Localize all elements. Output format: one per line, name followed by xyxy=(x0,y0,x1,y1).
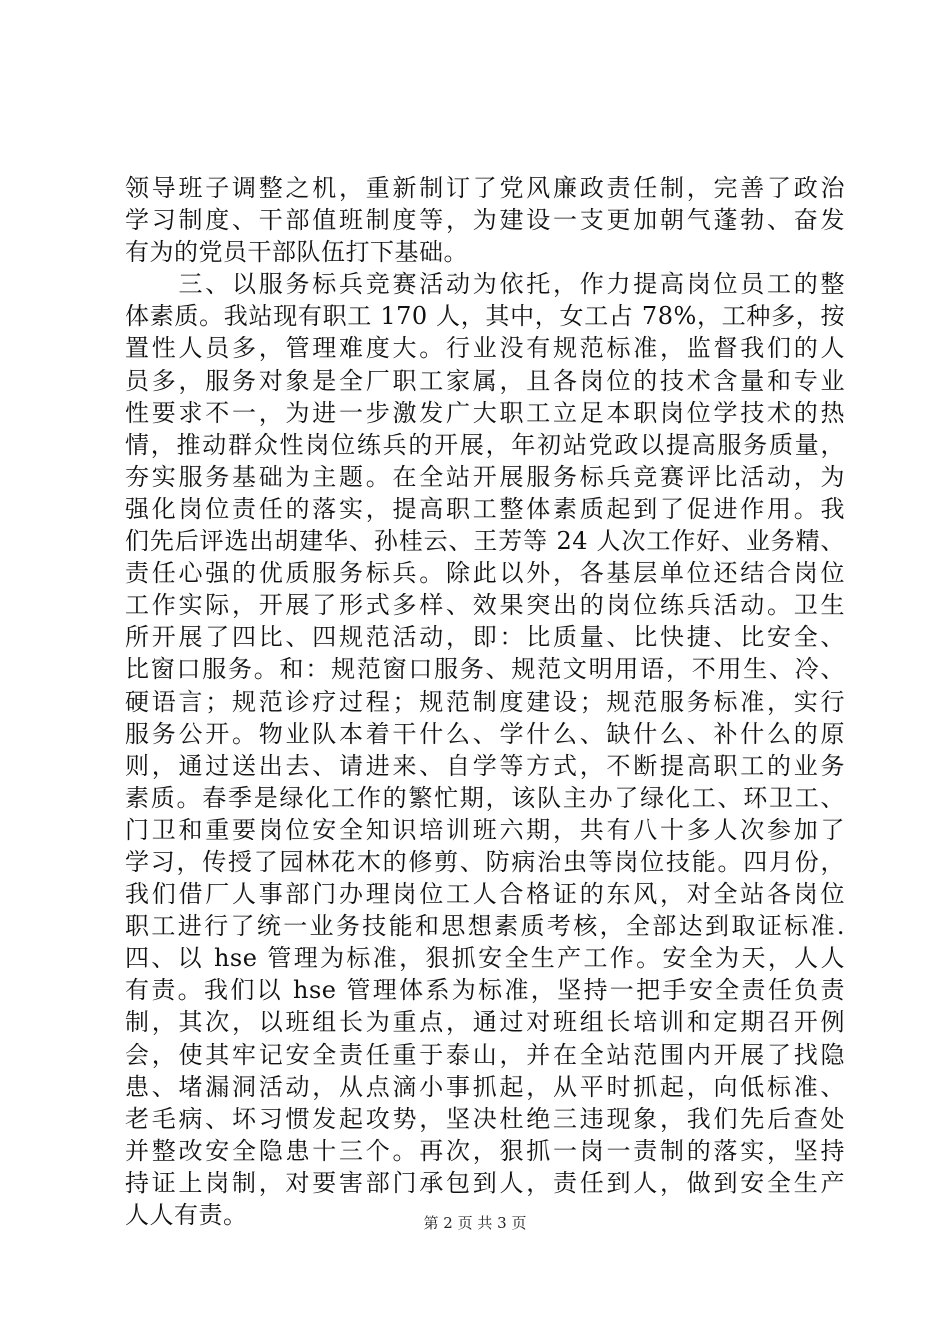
text-line: 所开展了四比、四规范活动，即：比质量、比快捷、比安全、 xyxy=(125,623,845,652)
text-line: 素质。春季是绿化工作的繁忙期，该队主办了绿化工、环卫工、 xyxy=(125,783,845,812)
text-line: 会，使其牢记安全责任重于泰山，并在全站范围内开展了找隐 xyxy=(125,1040,845,1069)
text-line: 工作实际，开展了形式多样、效果突出的岗位练兵活动。卫生 xyxy=(125,591,845,620)
text-line: 硬语言；规范诊疗过程；规范制度建设；规范服务标准，实行 xyxy=(125,687,845,716)
text-line: 有为的党员干部队伍打下基础。 xyxy=(125,238,468,267)
text-line: 人人有责。 xyxy=(125,1201,248,1229)
text-line: 并整改安全隐患十三个。再次，狠抓一岗一责制的落实，坚持 xyxy=(125,1136,845,1165)
text-line: 领导班子调整之机，重新制订了党风廉政责任制，完善了政治 xyxy=(125,174,845,202)
text-line: 三、以服务标兵竞赛活动为依托，作力提高岗位员工的整 xyxy=(125,270,845,299)
text-line: 职工进行了统一业务技能和思想素质考核，全部达到取证标准. xyxy=(125,912,845,941)
text-line: 体素质。我站现有职工 170 人，其中，女工占 78%，工种多，按 xyxy=(125,302,845,331)
text-line: 学习，传授了园林花木的修剪、防病治虫等岗位技能。四月份， xyxy=(125,847,845,876)
text-line: 置性人员多，管理难度大。行业没有规范标准，监督我们的人 xyxy=(125,334,845,363)
body-text xyxy=(125,172,845,1231)
text-line: 员多，服务对象是全厂职工家属，且各岗位的技术含量和专业 xyxy=(125,366,845,395)
text-line: 性要求不一，为进一步激发广大职工立足本职岗位学技术的热 xyxy=(125,398,845,427)
page-number-footer: 第 2 页 共 3 页 xyxy=(423,1214,527,1232)
text-line: 夯实服务基础为主题。在全站开展服务标兵竞赛评比活动，为 xyxy=(125,462,845,491)
text-line: 老毛病、坏习惯发起攻势，坚决杜绝三违现象，我们先后查处 xyxy=(125,1104,845,1133)
text-line: 我们借厂人事部门办理岗位工人合格证的东风，对全站各岗位 xyxy=(125,880,845,909)
text-line: 比窗口服务。和：规范窗口服务、规范文明用语，不用生、冷、 xyxy=(125,655,845,684)
text-line: 责任心强的优质服务标兵。除此以外，各基层单位还结合岗位 xyxy=(125,559,845,588)
text-line: 有责。我们以 hse 管理体系为标准，坚持一把手安全责任负责 xyxy=(125,976,845,1005)
text-line: 强化岗位责任的落实，提高职工整体素质起到了促进作用。我 xyxy=(125,494,845,523)
text-line: 制，其次，以班组长为重点，通过对班组长培训和定期召开例 xyxy=(125,1008,845,1037)
text-line: 则，通过送出去、请进来、自学等方式，不断提高职工的业务 xyxy=(125,751,845,780)
text-line: 情，推动群众性岗位练兵的开展，年初站党政以提高服务质量， xyxy=(125,430,845,459)
text-line: 门卫和重要岗位安全知识培训班六期，共有八十多人次参加了 xyxy=(125,815,845,844)
text-line: 患、堵漏洞活动，从点滴小事抓起，从平时抓起，向低标准、 xyxy=(125,1072,845,1101)
text-line: 四、以 hse 管理为标准，狠抓安全生产工作。安全为天，人人 xyxy=(125,944,845,973)
text-line: 学习制度、干部值班制度等，为建设一支更加朝气蓬勃、奋发 xyxy=(125,206,845,235)
text-line: 服务公开。物业队本着干什么、学什么、缺什么、补什么的原 xyxy=(125,719,845,748)
text-line: 持证上岗制，对要害部门承包到人，责任到人，做到安全生产 xyxy=(125,1168,845,1197)
text-line: 们先后评选出胡建华、孙桂云、王芳等 24 人次工作好、业务精、 xyxy=(125,527,845,556)
